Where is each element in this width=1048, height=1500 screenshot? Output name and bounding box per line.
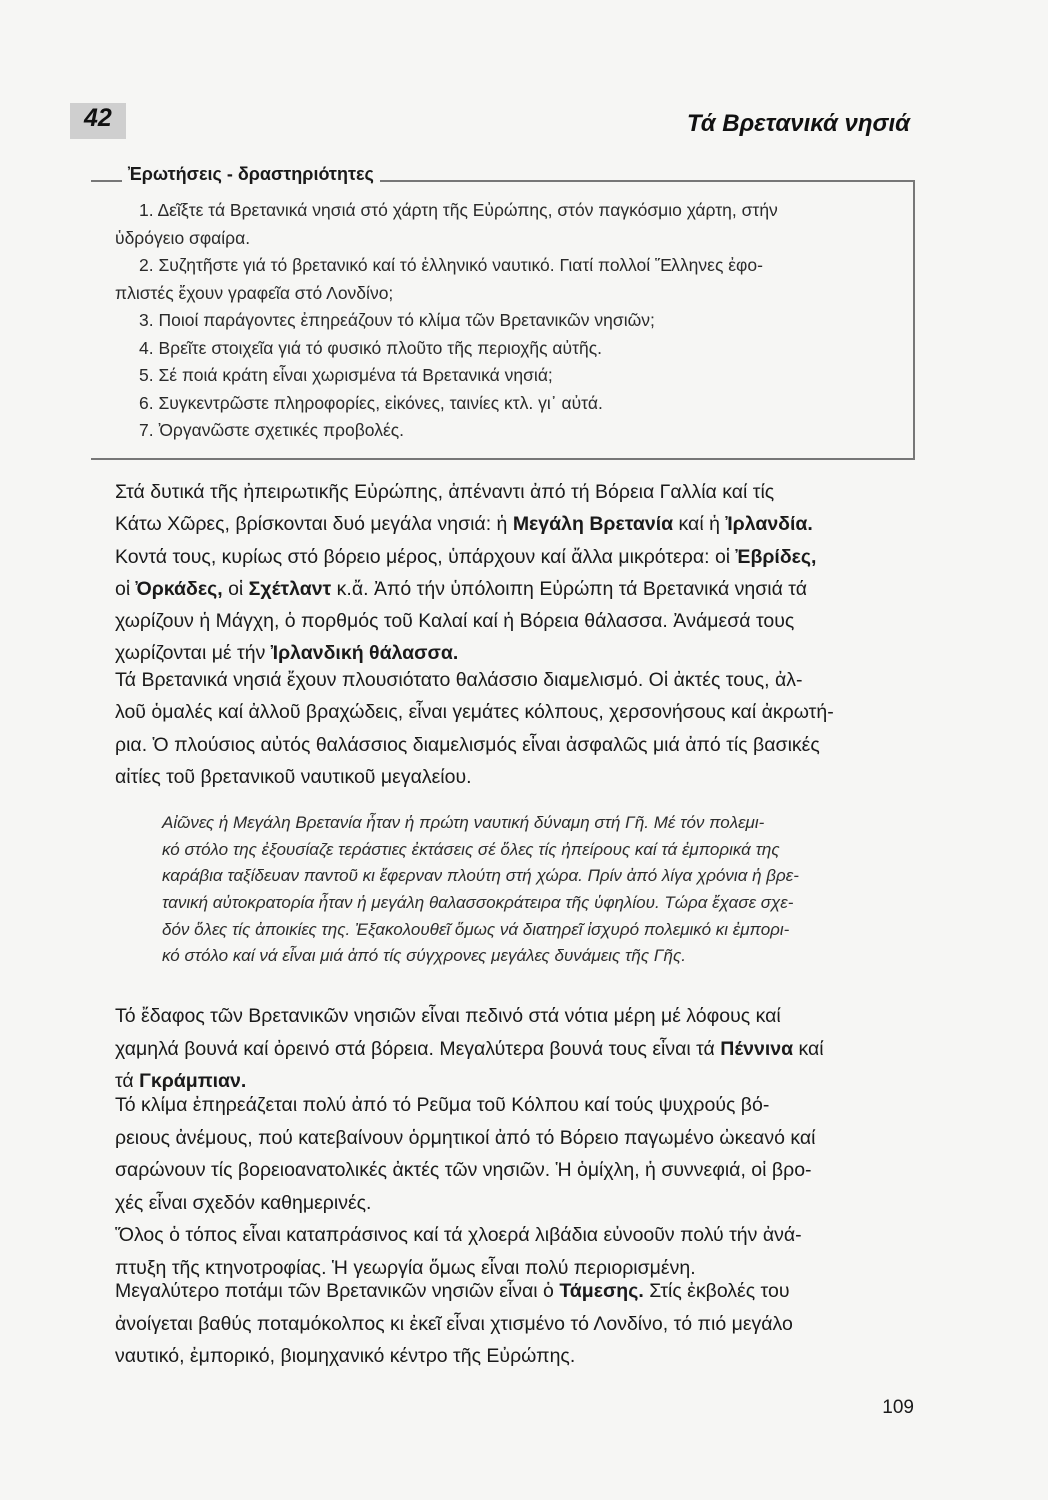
text-line: ρια. Ὁ πλούσιος αὐτός θαλάσσιος διαμελισμός εἶναι ἀσφαλῶς μιά ἀπό τίς βασικές	[115, 733, 820, 756]
question-line: 5. Σέ ποιά κράτη εἶναι χωρισμένα τά Βρετανικά νησιά;	[139, 365, 553, 385]
text-line: κό στόλο καί νά εἶναι μιά ἀπό τίς σύγχρονες μεγάλες δυνάμεις τῆς Γῆς.	[162, 946, 686, 966]
text-line: Αἰῶνες ἡ Μεγάλη Βρετανία ἦταν ἡ πρώτη ναυτική δύναμη στή Γῆ. Μέ τόν πολεμι-	[162, 813, 765, 832]
question-line: 3. Ποιοί παράγοντες ἐπηρεάζουν τό κλίμα τῶν Βρετανικῶν νησιῶν;	[139, 310, 655, 330]
paragraph-climate	[115, 1089, 915, 1284]
question-line: 6. Συγκεντρῶστε πληροφορίες, εἰκόνες, ταινίες κτλ. γι᾽ αὐτά.	[139, 393, 603, 413]
questions-heading: Ἐρωτήσεις - δραστηριότητες	[122, 164, 380, 185]
paragraph-geography	[115, 476, 915, 670]
text-line: πτυξη τῆς κτηνοτροφίας. Ἡ γεωργία ὅμως εἶναι πολύ περιορισμένη.	[115, 1256, 696, 1279]
text-line: Στά δυτικά τῆς ἠπειρωτικῆς Εὐρώπης, ἀπέναντι ἀπό τή Βόρεια Γαλλία καί τίς	[115, 481, 775, 503]
page-title: Τά Βρετανικά νησιά	[686, 110, 910, 137]
question-line: 4. Βρεῖτε στοιχεῖα γιά τό φυσικό πλοῦτο τῆς περιοχῆς αὐτῆς.	[139, 338, 603, 358]
italic-note	[162, 810, 902, 970]
text-line: Ὅλος ὁ τόπος εἶναι καταπράσινος καί τά χλοερά λιβάδια εὐνοοῦν πολύ τήν ἀνά-	[115, 1224, 802, 1246]
term-ireland: Ἰρλανδία.	[725, 513, 813, 536]
text-line: τανική αὐτοκρατορία ἦταν ἡ μεγάλη θαλασσοκράτειρα τῆς ὑφηλίου. Τώρα ἔχασε σχε-	[162, 893, 794, 913]
text-line: τά Γκράμπιαν.	[115, 1070, 247, 1092]
term-hebrides: Ἐβρίδες,	[735, 545, 817, 568]
text-line: ἀνοίγεται βαθύς ποταμόκολπος κι ἐκεῖ εἶναι χτισμένο τό Λονδίνο, τό πιό μεγάλο	[115, 1312, 793, 1335]
text-line: χαμηλά βουνά καί ὀρεινό στά βόρεια. Μεγαλύτερα βουνά τους εἶναι τά Πέννινα καί	[115, 1037, 824, 1060]
text-line: αἰτίες τοῦ βρετανικοῦ ναυτικοῦ μεγαλείου.	[115, 765, 472, 788]
text-line: κό στόλο της ἐξουσίαζε τεράστιες ἐκτάσεις σέ ὅλες τίς ἠπείρους καί τά ἐμπορικά της	[162, 839, 780, 859]
text-line: Τά Βρετανικά νησιά ἔχουν πλουσιότατο θαλάσσιο διαμελισμό. Οἱ ἀκτές τους, ἀλ-	[115, 669, 803, 691]
term-thames: Τάμεσης.	[559, 1280, 644, 1302]
text-line: ναυτικό, ἐμπορικό, βιομηχανικό κέντρο τῆς Εὐρώπης.	[115, 1345, 576, 1367]
question-line: 2. Συζητῆστε γιά τό βρετανικό καί τό ἑλληνικό ναυτικό. Γιατί πολλοί Ἕλληνες ἐφο-	[139, 255, 763, 275]
text-line: λοῦ ὁμαλές καί ἀλλοῦ βραχώδεις, εἶναι γεμάτες κόλπους, χερσονήσους καί ἀκρωτή-	[115, 701, 834, 724]
text-line: Τό ἔδαφος τῶν Βρετανικῶν νησιῶν εἶναι πεδινό στά νότια μέρη μέ λόφους καί	[115, 1005, 781, 1027]
text-line: Κάτω Χῶρες, βρίσκονται δυό μεγάλα νησιά: ἡ Μεγάλη Βρετανία καί ἡ Ἰρλανδία.	[115, 513, 813, 536]
text-line: οἱ Ὀρκάδες, οἱ Σχέτλαντ κ.ἄ. Ἀπό τήν ὑπόλοιπη Εὐρώπη τά Βρετανικά νησιά τά	[115, 577, 808, 600]
paragraph-terrain	[115, 1000, 915, 1098]
text-line: χωρίζουν ἡ Μάγχη, ὁ πορθμός τοῦ Καλαί καί ἡ Βόρεια θάλασσα. Ἀνάμεσά τους	[115, 610, 795, 633]
text-line: καράβια ταξίδευαν παντοῦ κι ἔφερναν πλούτη στή χώρα. Πρίν ἀπό λίγα χρόνια ἡ βρε-	[162, 866, 799, 886]
term-shetland: Σχέτλαντ	[248, 577, 332, 600]
question-line: πλιστές ἔχουν γραφεῖα στό Λονδίνο;	[115, 283, 394, 303]
text-line: σαρώνουν τίς βορειοανατολικές ἀκτές τῶν νησιῶν. Ἡ ὁμίχλη, ἡ συννεφιά, οἱ βρο-	[115, 1159, 812, 1181]
text-line: δόν ὅλες τίς ἀποικίες της. Ἐξακολουθεῖ ὅμως νά διατηρεῖ ἰσχυρό πολεμικό κι ἐμπορι-	[162, 919, 790, 939]
term-great-britain: Μεγάλη Βρετανία	[512, 513, 674, 536]
term-orkney: Ὀρκάδες,	[135, 577, 223, 600]
question-line: 7. Ὀργανῶστε σχετικές προβολές.	[139, 420, 405, 440]
text-line: ρειους ἀνέμους, πού κατεβαίνουν ὁρμητικοί ἀπό τό Βόρειο παγωμένο ὠκεανό καί	[115, 1126, 816, 1149]
text-line: χές εἶναι σχεδόν καθημερινές.	[115, 1191, 372, 1214]
paragraph-thames	[115, 1275, 915, 1373]
text-line: Κοντά τους, κυρίως στό βόρειο μέρος, ὑπάρχουν καί ἄλλα μικρότερα: οἱ Ἐβρίδες,	[115, 545, 817, 568]
chapter-page-label: 42	[84, 104, 112, 132]
term-grampians: Γκράμπιαν.	[139, 1070, 247, 1092]
page-number: 109	[882, 1397, 914, 1418]
text-line: Μεγαλύτερο ποτάμι τῶν Βρετανικῶν νησιῶν εἶναι ὁ Τάμεσης. Στίς ἐκβολές του	[115, 1280, 790, 1302]
question-line: ὑδρόγειο σφαίρα.	[115, 228, 251, 248]
term-pennines: Πέννινα	[720, 1037, 794, 1060]
text-line: χωρίζονται μέ τήν Ἰρλανδική θάλασσα.	[115, 642, 459, 665]
question-line: 1. Δεῖξτε τά Βρετανικά νησιά στό χάρτη τῆς Εὐρώπης, στόν παγκόσμιο χάρτη, στήν	[139, 200, 778, 220]
term-irish-sea: Ἰρλανδική θάλασσα.	[270, 642, 459, 665]
text-line: Τό κλίμα ἐπηρεάζεται πολύ ἀπό τό Ρεῦμα τοῦ Κόλπου καί τούς ψυχρούς βό-	[115, 1094, 770, 1116]
paragraph-coastline	[115, 664, 915, 793]
